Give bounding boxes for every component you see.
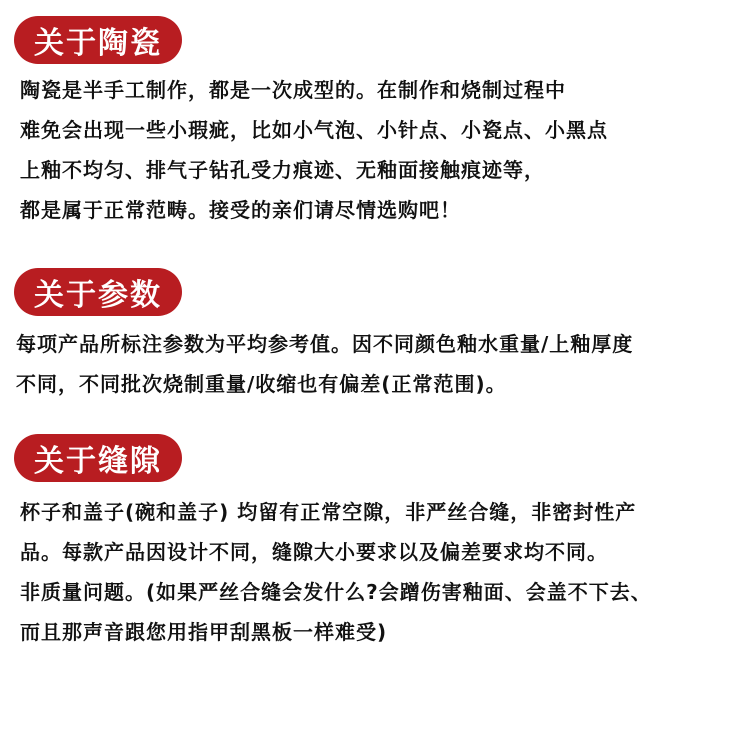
ceramics-line-2: 难免会出现一些小瑕疵，比如小气泡、小针点、小瓷点、小黑点 <box>20 118 608 142</box>
ceramics-paragraph <box>20 70 740 230</box>
section-title-ceramics: 关于陶瓷 <box>14 16 182 64</box>
gaps-line-3: 非质量问题。(如果严丝合缝会发什么?会蹭伤害釉面、会盖不下去、 <box>20 580 652 604</box>
section-title-gaps: 关于缝隙 <box>14 434 182 482</box>
section-title-parameters: 关于参数 <box>14 268 182 316</box>
parameters-line-1: 每项产品所标注参数为平均参考值。因不同颜色釉水重量/上釉厚度 <box>16 332 634 356</box>
parameters-line-2: 不同，不同批次烧制重量/收缩也有偏差(正常范围)。 <box>16 372 507 396</box>
ceramics-line-1: 陶瓷是半手工制作，都是一次成型的。在制作和烧制过程中 <box>20 78 566 102</box>
ceramics-line-4: 都是属于正常范畴。接受的亲们请尽情选购吧！ <box>20 198 461 222</box>
gaps-line-1: 杯子和盖子(碗和盖子) 均留有正常空隙，非严丝合缝，非密封性产 <box>20 500 637 524</box>
gaps-line-2: 品。每款产品因设计不同，缝隙大小要求以及偏差要求均不同。 <box>20 540 608 564</box>
gaps-paragraph <box>20 492 740 652</box>
parameters-paragraph <box>16 324 740 404</box>
gaps-line-4: 而且那声音跟您用指甲刮黑板一样难受) <box>20 620 388 644</box>
ceramics-line-3: 上釉不均匀、排气子钻孔受力痕迹、无釉面接触痕迹等， <box>20 158 545 182</box>
